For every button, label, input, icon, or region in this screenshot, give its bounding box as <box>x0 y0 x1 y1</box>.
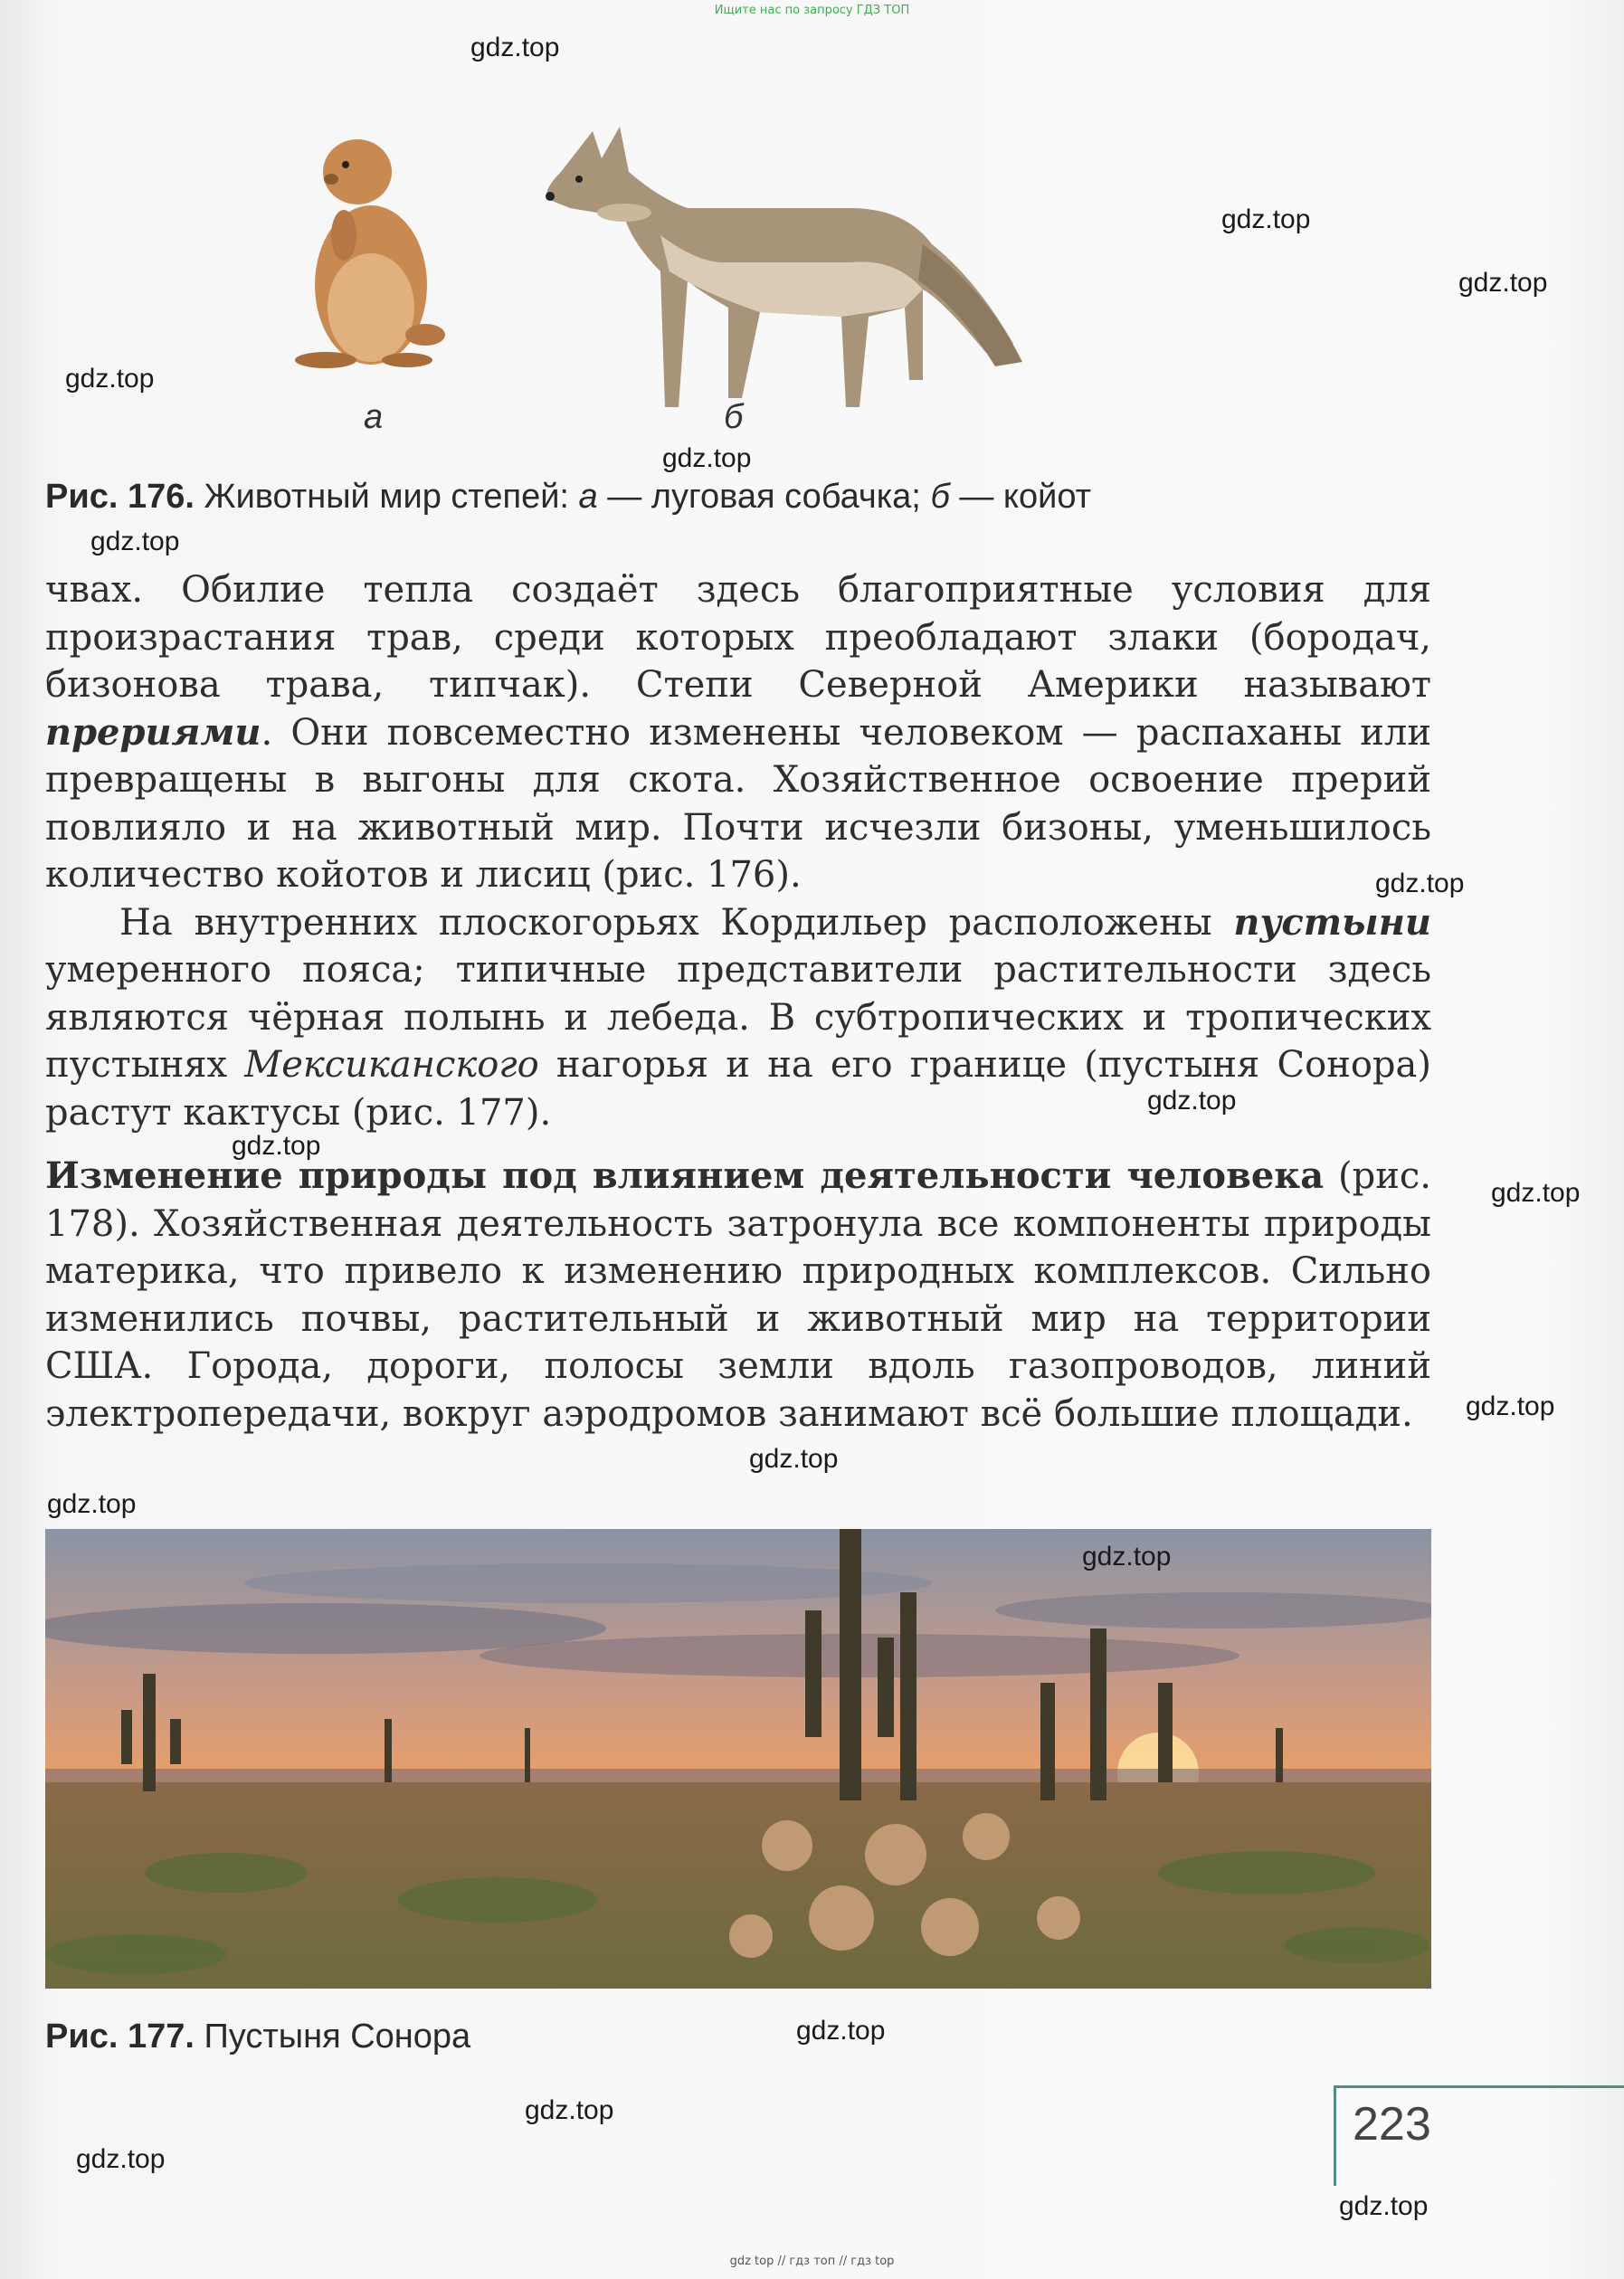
watermark: gdz.top <box>1147 1086 1237 1116</box>
paragraph-text: чвах. Обилие тепла создаёт здесь благоприятные условия для произрастания трав, среди которых преобладают злаки (бородач, бизонова трава, типчак). Степи Северной Америки называют <box>45 569 1431 706</box>
watermark: gdz.top <box>232 1131 321 1161</box>
paragraph-text: На внутренних плоскогорьях Кордильер расположены <box>119 901 1234 944</box>
paragraph-prairies <box>45 566 1431 899</box>
figure-177-caption <box>45 2018 470 2056</box>
paragraph-text: умеренного пояса; типичные представители растительности здесь являются чёрная полынь и лебеда. В субтропических и тропических пустынях <box>45 949 1431 1086</box>
caption-text: Пустыня Сонора <box>194 2018 471 2056</box>
watermark: gdz.top <box>796 2016 886 2046</box>
paragraph-text: нагорья и на его границе (пустыня Сонора) растут кактусы (рис. 177). <box>45 1044 1431 1134</box>
caption-text: Животный мир степей: <box>194 478 579 516</box>
watermark: gdz.top <box>1375 869 1465 898</box>
caption-letter-b: б <box>930 478 950 516</box>
prairie-dog-image <box>295 139 445 368</box>
figure-176-illustration <box>271 109 1230 452</box>
paragraph-text: . Они повсеместно изменены человеком — распаханы или превращены в выгоны для скота. Хозяйственное освоение прерий повлияло и на животный мир. Почти исчезли бизоны, уменьшилось количество койотов и лисиц (рис. 176). <box>45 711 1431 896</box>
bottom-banner: gdz top // гдз топ // гдз top <box>729 2255 895 2268</box>
paragraph-text: (рис. 178). Хозяйственная деятельность затронула все компоненты природы материка, что привело к изменению природных комплексов. Сильно изменились почвы, растительный и животный мир на территории США. Города, дороги, полосы земли вдоль газопроводов, линий электропередачи, вокруг аэродромов занимают всё большие площади. <box>45 1155 1432 1435</box>
term-deserts: пустыни <box>1233 900 1431 944</box>
caption-text: — луговая собачка; <box>597 478 931 516</box>
caption-text: — койот <box>949 478 1092 516</box>
watermark: gdz.top <box>1221 204 1311 234</box>
caption-letter-a: а <box>578 478 598 516</box>
watermark: gdz.top <box>662 443 752 473</box>
watermark: gdz.top <box>90 527 180 556</box>
figure-177-photo <box>45 1529 1431 1989</box>
paragraph-human-impact <box>45 1153 1431 1438</box>
italic-mexican: Мексиканского <box>244 1044 539 1086</box>
figure-176-caption <box>45 478 1091 517</box>
watermark: gdz.top <box>749 1444 839 1474</box>
watermark: gdz.top <box>1466 1391 1555 1421</box>
watermark: gdz.top <box>47 1489 137 1519</box>
watermark: gdz.top <box>65 364 155 394</box>
figure-176-letter-b: б <box>724 398 744 436</box>
watermark: gdz.top <box>525 2095 614 2125</box>
watermark: gdz.top <box>1082 1542 1172 1572</box>
section-heading: Изменение природы под влиянием деятельности человека <box>45 1154 1325 1197</box>
figure-177-caption-label: Рис. 177. <box>45 2018 195 2056</box>
watermark: gdz.top <box>470 33 560 62</box>
body-text-block <box>45 566 1431 1438</box>
watermark: gdz.top <box>1491 1178 1581 1208</box>
figure-176-caption-label: Рис. 176. <box>45 478 195 516</box>
watermark: gdz.top <box>76 2144 166 2174</box>
coyote-image <box>546 127 1022 407</box>
page-number: 223 <box>1353 2098 1431 2151</box>
watermark: gdz.top <box>1339 2191 1429 2221</box>
figure-176-letter-a: а <box>364 398 384 436</box>
watermark: gdz.top <box>1458 268 1548 298</box>
top-banner: Ищите нас по запросу ГДЗ ТОП <box>714 4 910 17</box>
term-prairies: прериями <box>45 710 261 754</box>
